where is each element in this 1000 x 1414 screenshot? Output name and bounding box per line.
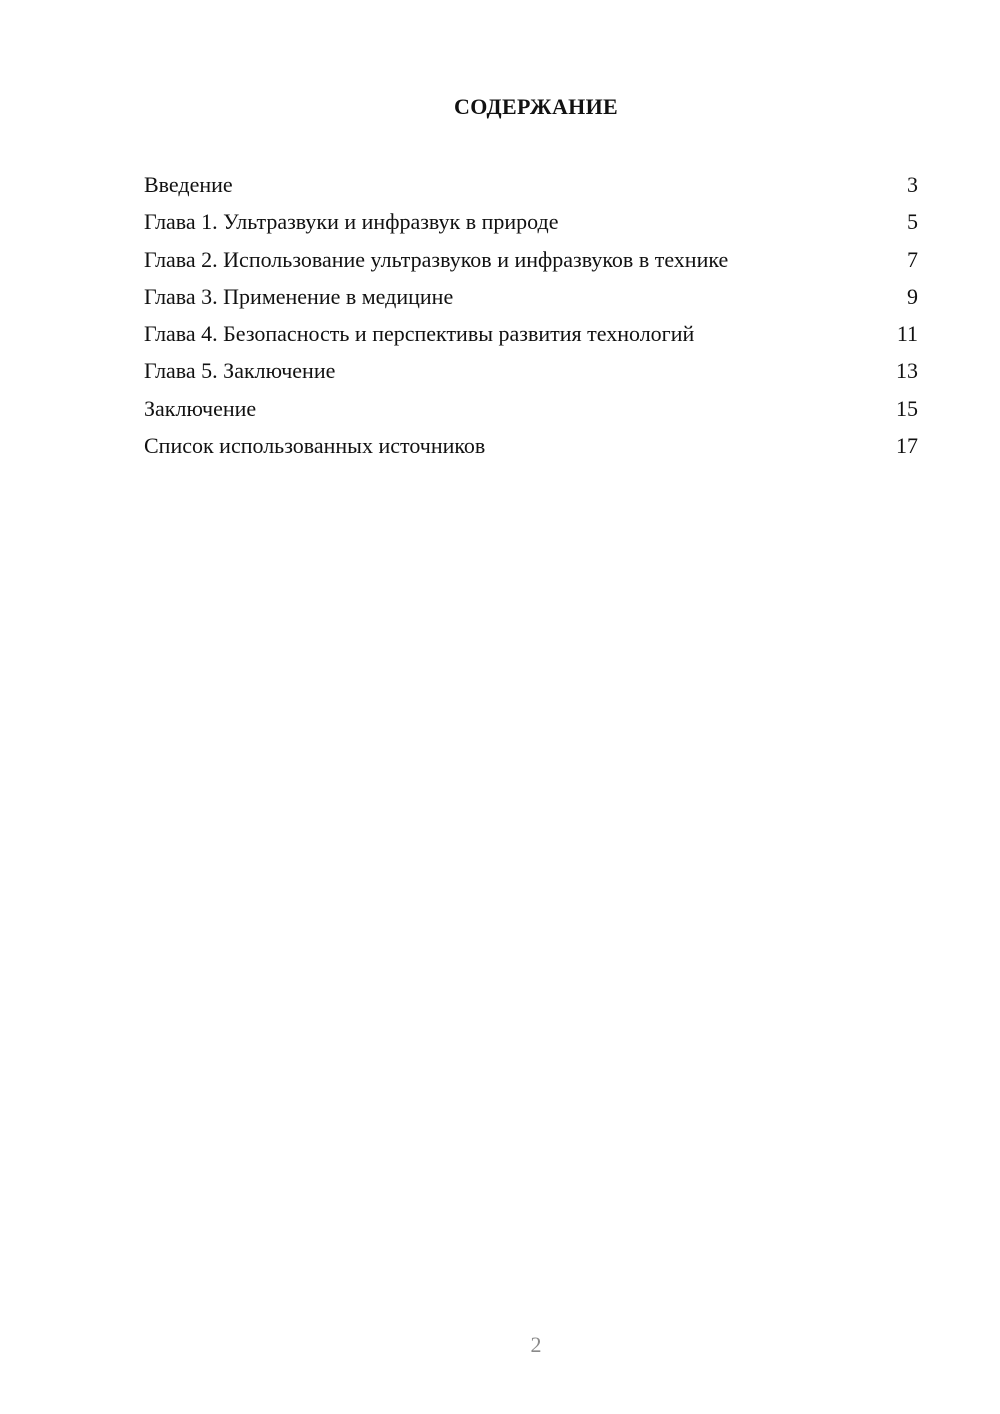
toc-entry-page: 15: [896, 395, 918, 421]
toc-entry-label: Глава 1. Ультразвуки и инфразвук в природе: [144, 209, 559, 235]
toc-entry-label: Глава 5. Заключение: [144, 358, 336, 384]
page-title: СОДЕРЖАНИЕ: [454, 94, 618, 119]
toc-entry-page: 9: [907, 283, 918, 309]
toc-entry: [144, 282, 918, 319]
toc-entry-label: Глава 4. Безопасность и перспективы развития технологий: [144, 321, 695, 347]
toc-entry: [144, 319, 918, 356]
toc-entry-page: 7: [907, 246, 918, 272]
toc-entry: [144, 207, 918, 244]
toc-entry-label: Заключение: [144, 395, 257, 421]
toc-entry-page: 3: [907, 172, 918, 197]
toc-entry-label: Глава 3. Применение в медицине: [144, 283, 454, 309]
toc-entry-label: Введение: [144, 172, 233, 197]
toc-entry: [144, 245, 918, 282]
toc-entry: [144, 394, 918, 431]
toc-entry-page: 13: [896, 358, 918, 384]
toc-entry: [144, 431, 918, 468]
toc-entry-page: 17: [896, 433, 918, 459]
toc-entry: [144, 356, 918, 393]
toc-entry: [144, 170, 918, 207]
toc-entry-page: 5: [907, 209, 918, 235]
toc-entry-label: Глава 2. Использование ультразвуков и инфразвуков в технике: [144, 246, 729, 272]
page-number: 2: [530, 1332, 542, 1357]
table-of-contents: [144, 170, 918, 468]
toc-entry-label: Список использованных источников: [144, 433, 486, 459]
toc-entry-page: 11: [896, 321, 918, 347]
